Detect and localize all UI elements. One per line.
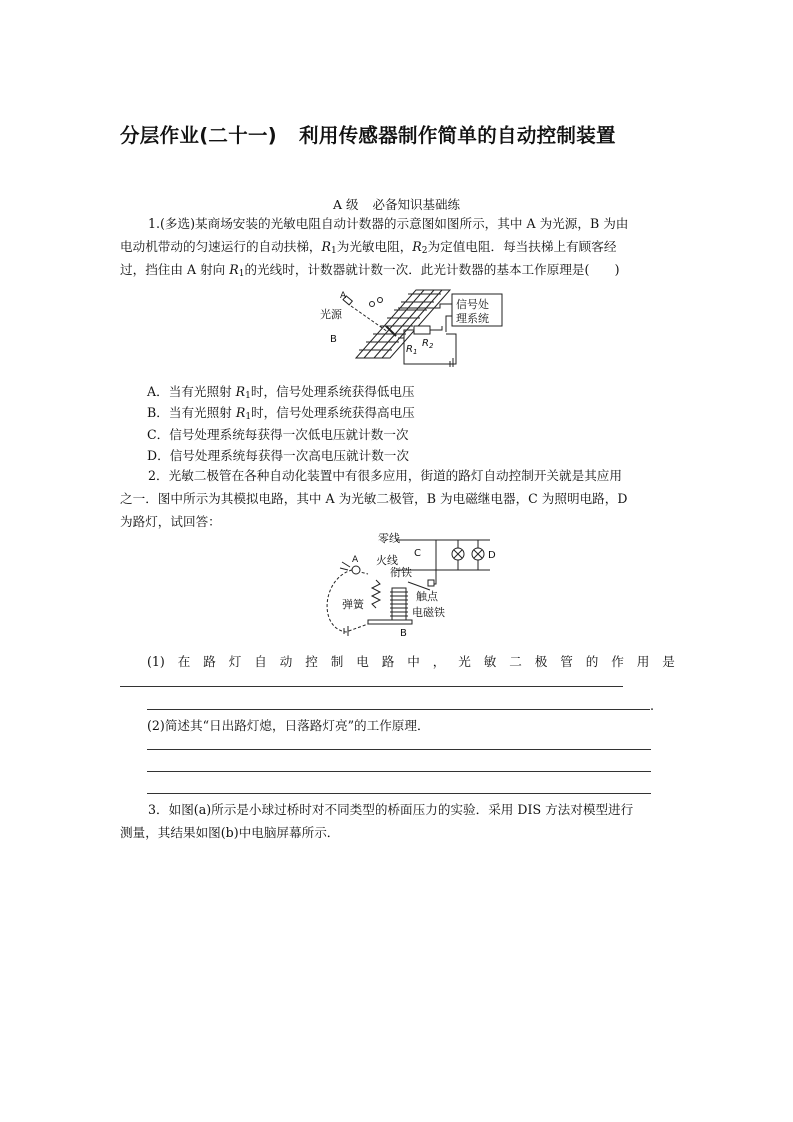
q1-option-d: D．信号处理系统每获得一次高电压就计数一次 — [147, 448, 409, 463]
q1-line3-a: 过，挡住由 A 射向 — [120, 262, 230, 277]
fig2-zero-label: 零线 — [378, 532, 400, 545]
q3-line2: 测量，其结果如图(b)中电脑屏幕所示． — [120, 825, 340, 840]
q2-sub1-c14: 二 — [509, 654, 522, 669]
q1-option-b-pre: B．当有光照射 — [147, 405, 236, 420]
q1-option-b-r1: R — [235, 405, 246, 420]
q2-sub1-c9: 路 — [381, 654, 395, 669]
q2-sub1-end: . — [650, 698, 655, 713]
q2-sub1 — [147, 650, 675, 673]
q1-line1: 1.(多选)某商场安装的光敏电阻自动计数器的示意图如图所示，其中 A 为光源，B 为由 — [148, 216, 629, 231]
q3-line1: 3．如图(a)所示是小球过桥时对不同类型的桥面压力的实验．采用 DIS 方法对模型进行 — [148, 802, 634, 817]
q2-line2: 之一．图中所示为其模拟电路，其中 A 为光敏二极管，B 为电磁继电器，C 为照明电路，D — [120, 491, 628, 506]
q1-option-a-r1: R — [235, 384, 246, 399]
fig1-r1-text: R — [406, 344, 413, 355]
q1-option-a — [147, 381, 415, 401]
fig2-contact-label: 触点 — [416, 590, 438, 603]
q2-sub1-c3: 灯 — [228, 654, 242, 669]
q1-line2-a: 电动机带动的匀速运行的自动扶梯， — [120, 239, 322, 254]
fig2-electromagnet-label: 电磁铁 — [412, 606, 445, 619]
q1-line2-c: 为定值电阻．每当扶梯上有顾客经 — [427, 239, 617, 254]
q2-line1: 2．光敏二极管在各种自动化装置中有很多应用，街道的路灯自动控制开关就是其应用 — [148, 468, 622, 483]
q2-sub1-c11: ， — [432, 654, 446, 669]
fig1-b-label: B — [330, 334, 337, 345]
title-sub: 利用传感器制作简单的自动控制装置 — [299, 124, 616, 147]
q2-sub1-c5: 动 — [279, 654, 293, 669]
q1-option-c: C．信号处理系统每获得一次低电压就计数一次 — [147, 427, 409, 442]
fig1-a-label: A — [340, 291, 347, 301]
q1-line3-r1: R — [229, 262, 239, 277]
answer-line-5 — [147, 793, 651, 794]
fig2-live-label: 火线 — [376, 554, 398, 567]
figure-light-counter — [318, 286, 508, 368]
answer-line-2 — [147, 709, 650, 710]
q2-sub1-c17: 的 — [585, 654, 599, 669]
fig1-r1-sub: 1 — [412, 348, 418, 356]
q1-option-a-post: 时，信号处理系统获得低电压 — [250, 384, 415, 399]
q1-line3 — [120, 258, 620, 286]
fig1-r2-sub: 2 — [428, 342, 434, 350]
q2-line3: 为路灯，试回答： — [120, 514, 221, 529]
figure-street-light-circuit — [312, 530, 512, 640]
fig1-box-line1: 信号处 — [456, 298, 489, 311]
q2-sub2: (2)简述其“日出路灯熄，日落路灯亮”的工作原理． — [147, 718, 430, 733]
q1-option-b-r1-sub: 1 — [245, 412, 252, 422]
q1-r2: R — [412, 239, 422, 254]
section-heading — [0, 195, 793, 213]
q2-sub1-c13: 敏 — [483, 654, 497, 669]
fig2-b-label: B — [400, 628, 407, 639]
q2-sub1-c15: 极 — [534, 654, 548, 669]
fig2-d-label: D — [488, 550, 496, 561]
q2-sub1-c1: 在 — [177, 654, 191, 669]
q2-sub1-c19: 用 — [636, 654, 650, 669]
q2-sub1-c16: 管 — [560, 654, 573, 669]
q1-r1-sub: 1 — [330, 246, 337, 256]
q1-option-b-post: 时，信号处理系统获得高电压 — [251, 405, 415, 420]
fig2-armature-label: 衔铁 — [390, 566, 412, 579]
q2-sub1-c8: 电 — [356, 654, 369, 669]
answer-line-4 — [147, 771, 651, 772]
answer-line-1 — [120, 686, 623, 687]
q1-r2-sub: 2 — [421, 246, 428, 256]
q2-sub1-c4: 自 — [254, 654, 267, 669]
fig1-r2-label — [422, 338, 434, 350]
title-main: 分层作业(二十一) — [120, 124, 278, 147]
fig2-spring-label: 弹簧 — [342, 598, 364, 611]
q1-option-b — [147, 402, 415, 422]
q1-option-a-pre: A．当有光照射 — [147, 384, 236, 399]
q2-sub1-c2: 路 — [203, 654, 216, 669]
fig1-box-line2: 理系统 — [456, 312, 489, 325]
fig1-r1-label — [406, 344, 417, 356]
q1-line3-b: 的光线时，计数器就计数一次．此光计数器的基本工作原理是( ) — [244, 262, 620, 277]
q1-line2-b: 为光敏电阻， — [336, 239, 413, 254]
page-title — [120, 120, 616, 148]
q1-r1: R — [321, 239, 331, 254]
section-name: 必备知识基础练 — [372, 197, 461, 212]
fig2-a-label: A — [352, 555, 359, 565]
q2-sub1-c7: 制 — [330, 654, 344, 669]
q2-sub1-c18: 作 — [611, 654, 624, 669]
fig2-c-label: C — [414, 548, 421, 559]
q2-sub1-c0: (1) — [147, 654, 165, 669]
fig1-r2-text: R — [422, 338, 429, 349]
q1-line3-r1-sub: 1 — [238, 269, 245, 279]
q1-option-a-r1-sub: 1 — [245, 391, 251, 401]
q2-sub1-c10: 中 — [407, 654, 420, 669]
answer-line-3 — [147, 749, 651, 750]
q2-sub1-c12: 光 — [458, 654, 471, 669]
q2-sub1-c6: 控 — [305, 654, 318, 669]
q2-sub1-c20: 是 — [662, 654, 675, 669]
fig1-light-label: 光源 — [320, 308, 342, 321]
section-level: A 级 — [332, 197, 359, 212]
